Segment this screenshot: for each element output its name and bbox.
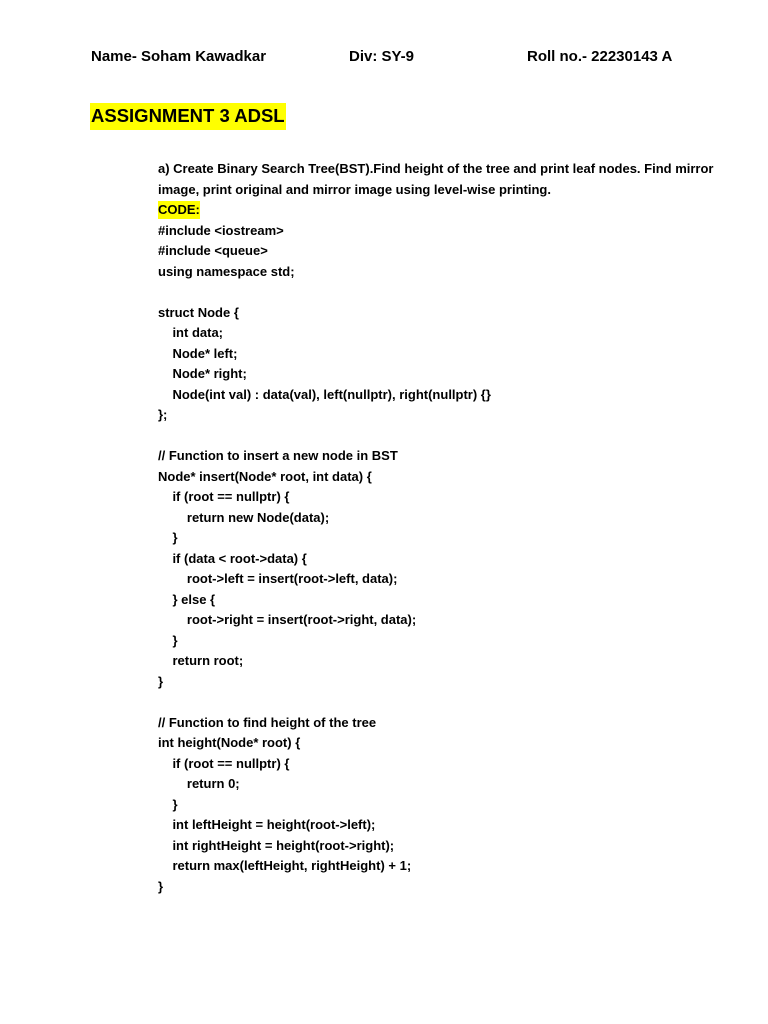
code-line: if (root == nullptr) { (158, 755, 290, 771)
code-line: int rightHeight = height(root->right); (158, 837, 395, 853)
student-name: Name- Soham Kawadkar (91, 48, 267, 65)
code-line: if (data < root->data) { (158, 550, 307, 566)
code-line (158, 692, 718, 713)
code-line: } else { (158, 591, 216, 607)
division: Div: SY-9 (349, 48, 415, 65)
code-line: return root; (158, 653, 244, 668)
roll-number: Roll no.- 22230143 A (527, 48, 673, 65)
code-line: if (root == nullptr) { (158, 489, 290, 504)
code-line: root->right = insert(root->right, data); (158, 612, 417, 627)
code-line: } (158, 530, 178, 545)
code-line: } (158, 878, 164, 894)
code-line: } (158, 796, 178, 812)
code-block (158, 221, 718, 898)
code-line: Node* insert(Node* root, int data) { (158, 468, 372, 484)
code-line: root->left = insert(root->left, data); (158, 571, 398, 586)
code-line: return max(leftHeight, rightHeight) + 1; (158, 858, 412, 873)
question-text: a) Create Binary Search Tree(BST).Find height of the tree and print leaf nodes. Find mirror image, print original and mirror image using level-wise printing. (158, 161, 714, 197)
code-line: using namespace std; (158, 263, 295, 279)
code-line (158, 426, 718, 447)
code-line: Node(int val) : data(val), left(nullptr), right(nullptr) {} (158, 386, 491, 402)
assignment-title: ASSIGNMENT 3 ADSL (90, 103, 286, 130)
code-label: CODE: (158, 202, 200, 217)
code-line: Node* left; (158, 345, 238, 361)
code-line: // Function to find height of the tree (158, 714, 377, 730)
code-line: return new Node(data); (158, 509, 330, 525)
header-row (0, 48, 768, 70)
code-line: #include <iostream> (158, 222, 284, 238)
code-line: int data; (158, 325, 223, 340)
code-label-row (158, 200, 718, 221)
code-line: #include <queue> (158, 243, 268, 258)
code-line: return 0; (158, 776, 240, 791)
code-line: // Function to insert a new node in BST (158, 448, 398, 463)
code-line: int leftHeight = height(root->left); (158, 817, 376, 832)
code-line: int height(Node* root) { (158, 735, 301, 750)
code-line: }; (158, 407, 168, 422)
code-line: } (158, 632, 178, 648)
code-line (158, 282, 718, 303)
code-line: struct Node { (158, 304, 239, 320)
code-line: Node* right; (158, 366, 247, 381)
code-line: } (158, 673, 164, 689)
assignment-content (158, 159, 718, 897)
